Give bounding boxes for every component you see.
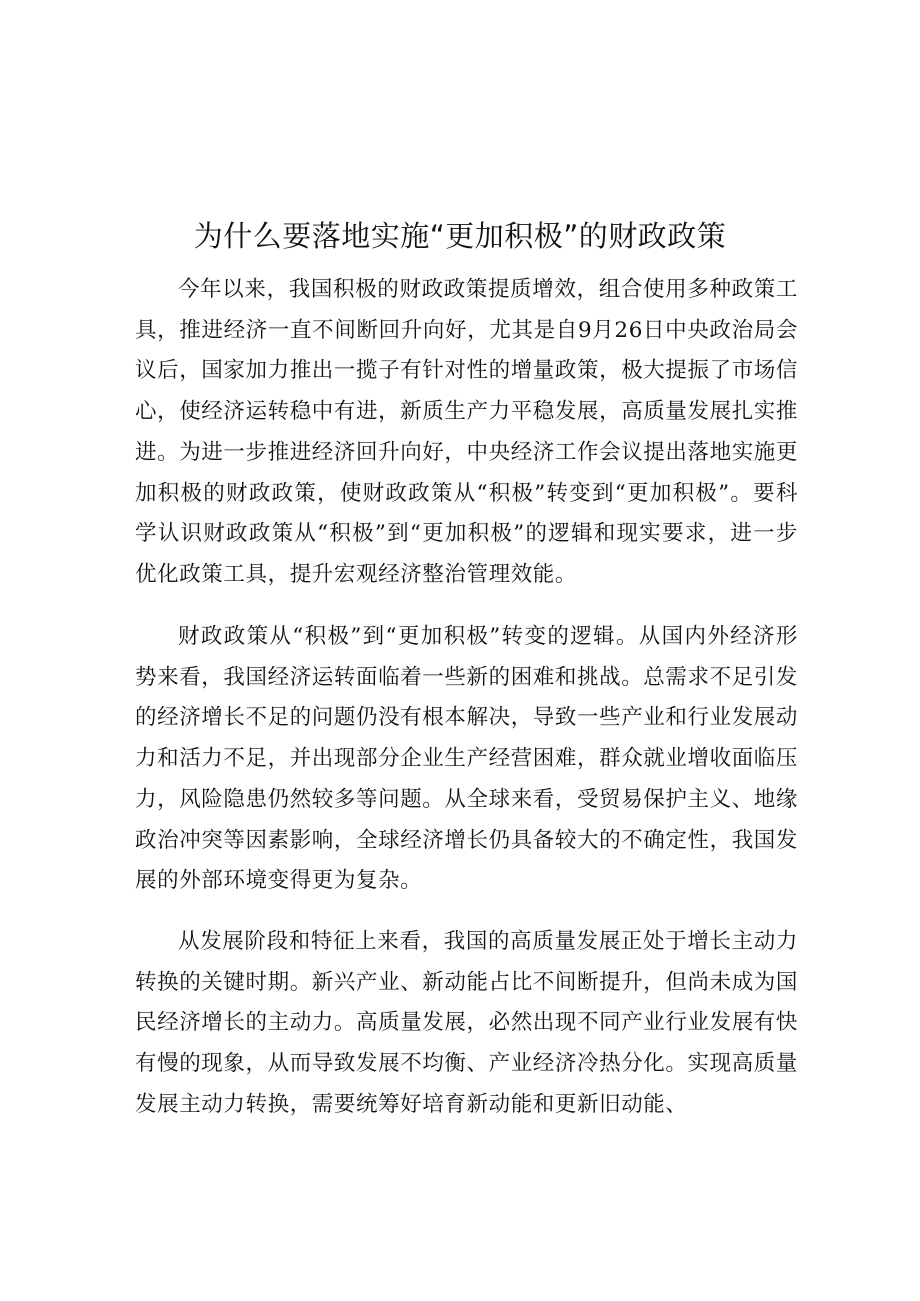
paragraph-2: 财政政策从“积极”到“更加积极”转变的逻辑。从国内外经济形势来看，我国经济运转面临着一些新的困难和挑战。总需求不足引发的经济增长不足的问题仍没有根本解决，导致一些产业和行业发展动力和活力不足，并出现部分企业生产经营困难，群众就业增收面临压力，风险隐患仍然较多等问题。从全球来看，受贸易保护主义、地缘政治冲突等因素影响，全球经济增长仍具备较大的不确定性，我国发展的外部环境变得更为复杂。 — [135, 624, 799, 894]
paragraph-1: 今年以来，我国积极的财政政策提质增效，组合使用多种政策工具，推进经济一直不间断回升向好，尤其是自9月26日中央政治局会议后，国家加力推出一揽子有针对性的增量政策，极大提振了市场信心，使经济运转稳中有进，新质生产力平稳发展，高质量发展扎实推进。为进一步推进经济回升向好，中央经济工作会议提出落地实施更加积极的财政政策，使财政政策从“积极”转变到“更加积极”。要科学认识财政政策从“积极”到“更加积极”的逻辑和现实要求，进一步优化政策工具，提升宏观经济整治管理效能。 — [135, 277, 799, 587]
paragraph-3: 从发展阶段和特征上来看，我国的高质量发展正处于增长主动力转换的关键时期。新兴产业、新动能占比不间断提升，但尚未成为国民经济增长的主动力。高质量发展，必然出现不同产业行业发展有快有慢的现象，从而导致发展不均衡、产业经济冷热分化。实现高质量发展主动力转换，需要统筹好培育新动能和更新旧动能、 — [135, 929, 799, 1117]
document-title: 为什么要落地实施“更加积极”的财政政策 — [193, 219, 727, 253]
